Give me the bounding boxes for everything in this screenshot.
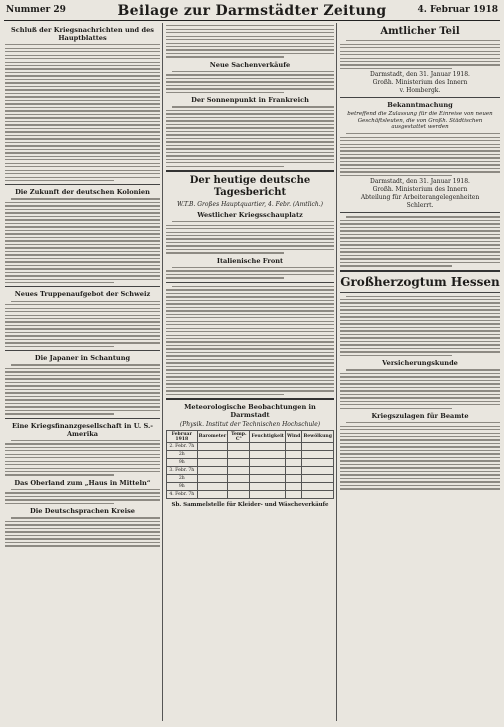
article-heading: Italienische Front bbox=[216, 256, 284, 265]
article-body bbox=[340, 216, 500, 266]
article-body bbox=[340, 296, 500, 357]
signature-department: Abteilung für Arbeiterangelegenheiten bbox=[360, 194, 480, 202]
article-body bbox=[340, 369, 500, 409]
article-heading: Der Sonnenpunkt in Frankreich bbox=[191, 96, 309, 105]
article-heading: Eine Kriegsfinanzgesellschaft in U. S.-Amerika bbox=[11, 421, 154, 438]
issue-date: 4. Februar 1918 bbox=[417, 5, 498, 15]
column-2 bbox=[166, 23, 334, 723]
table-row: 2. Febr. 7h bbox=[167, 443, 334, 451]
article-body bbox=[166, 286, 334, 395]
signature-name: v. Hombergk. bbox=[399, 87, 441, 95]
article-body bbox=[5, 301, 160, 348]
column-3 bbox=[340, 23, 500, 723]
article-heading: Versicherungskunde bbox=[382, 359, 458, 368]
article-body bbox=[340, 133, 500, 176]
article-body bbox=[5, 364, 160, 414]
issue-number: Nummer 29 bbox=[6, 5, 66, 15]
article-body bbox=[166, 71, 334, 93]
footer-note: Sb. Sammelstelle für Kleider- und Wäscheverkäufe bbox=[171, 502, 329, 509]
weather-table bbox=[166, 430, 334, 499]
article-heading: Kriegszulagen für Beamte bbox=[371, 411, 469, 420]
table-row: 2h bbox=[167, 451, 334, 459]
section-heading: Amtlicher Teil bbox=[380, 26, 460, 37]
article-body bbox=[166, 106, 334, 167]
weather-table-header: Februar 1918 Barometer Temp. C° Feuchtigkeit Wind Bewölkung bbox=[167, 431, 334, 443]
signature-date: Darmstadt, den 31. Januar 1918. bbox=[370, 178, 470, 186]
report-source: W.T.B. Großes Hauptquartier, 4. Febr. (Amtlich.) bbox=[176, 200, 324, 208]
section-heading: Großherzogtum Hessen bbox=[340, 274, 500, 289]
table-row: 3. Febr. 7h bbox=[167, 467, 334, 475]
column-1 bbox=[5, 23, 160, 723]
article-heading: Die Japaner in Schantung bbox=[34, 354, 131, 363]
notice-heading: Bekanntmachung bbox=[387, 101, 453, 110]
article-body bbox=[5, 440, 160, 476]
article-body bbox=[166, 25, 334, 58]
article-heading: Neue Sachenverkäufe bbox=[209, 60, 291, 69]
signature-date: Darmstadt, den 31. Januar 1918. bbox=[370, 71, 470, 79]
column-divider-2 bbox=[336, 23, 337, 721]
table-row: 2h bbox=[167, 475, 334, 483]
article-body bbox=[5, 489, 160, 504]
newspaper-title: Beilage zur Darmstädter Zeitung bbox=[117, 3, 387, 19]
signature-name: Schlerrt. bbox=[406, 202, 434, 210]
article-heading: Die Deutschsprachen Kreise bbox=[30, 507, 135, 516]
weather-subheading: (Physik. Institut der Technischen Hochschule) bbox=[179, 421, 321, 429]
section-heading: Der heutige deutsche Tagesbericht bbox=[189, 174, 311, 198]
page-header bbox=[4, 3, 500, 21]
signature-authority: Großh. Ministerium des Innern bbox=[372, 186, 468, 194]
article-heading: Schluß der Kriegsnachrichten und des Hauptblattes bbox=[11, 26, 154, 42]
table-row: 9h bbox=[167, 483, 334, 491]
article-heading: Westlicher Kriegsschauplatz bbox=[197, 210, 303, 219]
article-heading: Das Oberland zum „Haus in Mitteln“ bbox=[14, 478, 151, 487]
article-body bbox=[166, 267, 334, 279]
article-body bbox=[340, 40, 500, 69]
article-body bbox=[166, 221, 334, 254]
article-heading: Neues Truppenaufgebot der Schweiz bbox=[14, 290, 151, 299]
article-body bbox=[340, 422, 500, 490]
article-body bbox=[5, 198, 160, 283]
article-heading: Die Zukunft der deutschen Kolonien bbox=[15, 188, 150, 197]
column-divider-1 bbox=[162, 23, 163, 721]
article-body bbox=[5, 44, 160, 181]
article-body bbox=[5, 517, 160, 546]
weather-heading: Meteorologische Beobachtungen in Darmstadt bbox=[184, 403, 316, 420]
table-row: 9h bbox=[167, 459, 334, 467]
notice-subject: betreffend die Zulassung für die Einreise von neuen Geschäftsleuten, die von Großh. Städtischen ausgestattet werden bbox=[347, 111, 493, 131]
table-row: 4. Febr. 7h bbox=[167, 491, 334, 499]
signature-authority: Großh. Ministerium des Innern bbox=[372, 79, 468, 87]
